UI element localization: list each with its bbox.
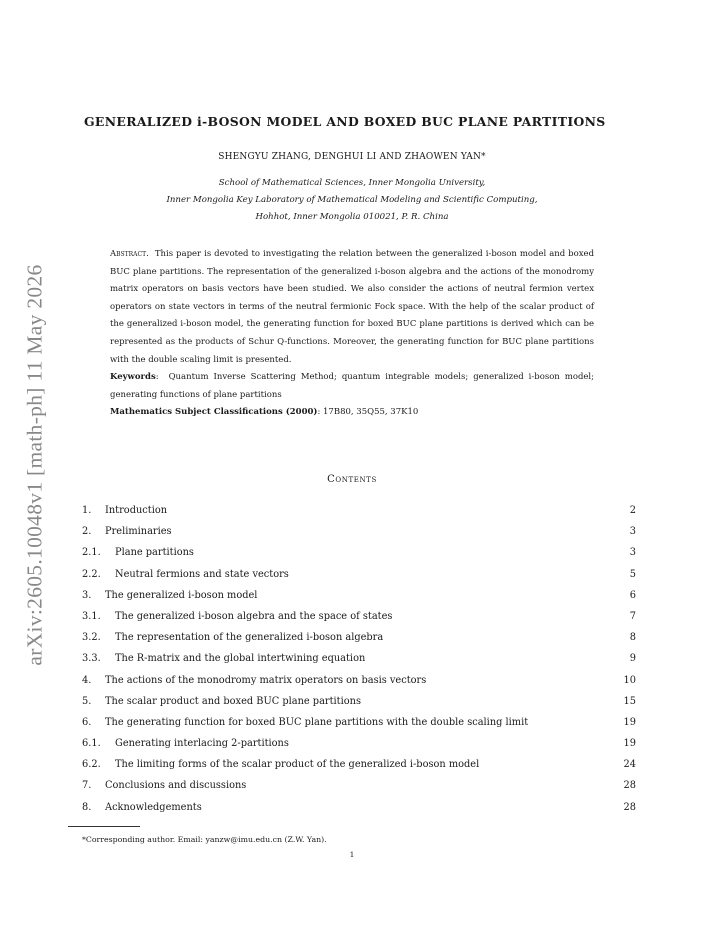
toc-section-number: 6.2. [82,759,101,771]
toc-page-number: 10 [623,674,636,686]
toc-entry[interactable] [82,564,636,585]
toc-page-number: 2 [629,505,636,516]
keywords-paragraph: Keywords: Quantum Inverse Scattering Method; quantum integrable models; generalized i-boson model; generating functions of plane partitions [110,372,594,400]
toc-section-number: 6. [82,716,92,728]
toc-section-number: 3.2. [82,632,101,644]
msc-paragraph: Mathematics Subject Classifications (2000): 17B80, 35Q55, 37K10 [110,407,419,418]
abstract-paragraph [110,246,594,369]
msc-label: Mathematics Subject Classifications (2000) [110,407,318,418]
affiliation-line-3: Hohhot, Inner Mongolia 010021, P. R. China [255,212,449,222]
toc-page-number: 7 [629,610,636,622]
toc-page-number: 28 [623,780,636,792]
toc-section-number: 2.1. [82,547,101,559]
toc-section-title[interactable]: Preliminaries [105,526,172,538]
toc-entry[interactable] [82,585,636,606]
toc-section-number: 3.1. [82,610,101,622]
toc-section-title[interactable]: The actions of the monodromy matrix operators on basis vectors [105,674,427,686]
toc-entry[interactable] [82,542,636,563]
toc-page-number: 19 [623,716,636,728]
toc-page-number: 9 [629,653,636,665]
toc-entry[interactable] [82,691,636,712]
toc-section-number: 2.2. [82,568,101,580]
abstract-label: Abstract. [110,249,149,259]
toc-section-title[interactable]: Generating interlacing 2-partitions [115,738,289,750]
toc-section-number: 4. [82,674,92,686]
arxiv-identifier-stamp: arXiv:2605.10048v1 [math-ph] 11 May 2026 [22,264,47,666]
toc-entry[interactable] [82,648,636,669]
toc-section-title[interactable]: Plane partitions [115,547,194,559]
toc-section-number: 2. [82,526,92,538]
toc-section-title[interactable]: Acknowledgements [105,801,202,813]
paper-title: GENERALIZED i-BOSON MODEL AND BOXED BUC PLANE PARTITIONS [84,114,606,129]
toc-section-title[interactable]: The R-matrix and the global intertwining equation [115,653,366,665]
toc-page-number: 3 [629,526,636,538]
contents-heading: Contents [327,474,377,485]
toc-section-title[interactable]: Introduction [105,505,168,516]
toc-section-number: 3. [82,589,92,601]
toc-entry[interactable] [82,712,636,733]
toc-entry[interactable] [82,500,636,521]
keywords-text: Quantum Inverse Scattering Method; quantum integrable models; generalized i-boson model; generating functions of plane partitions [110,372,594,400]
toc-entry[interactable] [82,606,636,627]
toc-section-number: 6.1. [82,738,101,750]
toc-page-number: 28 [623,801,636,813]
corresponding-author-footnote: *Corresponding author. Email: yanzw@imu.edu.cn (Z.W. Yan). [82,835,327,844]
toc-entry[interactable] [82,670,636,691]
msc-codes: 17B80, 35Q55, 37K10 [323,407,419,418]
toc-page-number: 5 [629,568,636,580]
keywords-label: Keywords [110,372,156,383]
toc-section-number: 8. [82,801,92,813]
page-number: 1 [349,850,355,859]
toc-section-title[interactable]: The generating function for boxed BUC plane partitions with the double scaling limit [105,716,529,728]
toc-entry[interactable] [82,521,636,542]
toc-section-title[interactable]: Conclusions and discussions [105,780,247,792]
footnote-rule [68,826,140,827]
toc-section-number: 7. [82,780,92,792]
toc-entry[interactable] [82,754,636,775]
abstract-block [110,246,594,422]
toc-entry[interactable] [82,627,636,648]
toc-section-number: 1. [82,505,92,516]
toc-section-title[interactable]: The generalized i-boson algebra and the space of states [115,610,393,622]
toc-entry[interactable] [82,733,636,754]
toc-section-number: 3.3. [82,653,101,665]
toc-entry[interactable] [82,797,636,818]
toc-page-number: 19 [623,738,636,750]
toc-page-number: 15 [623,695,636,707]
toc-section-number: 5. [82,695,92,707]
author-list: SHENGYU ZHANG, DENGHUI LI AND ZHAOWEN YAN* [218,152,486,162]
toc-page-number: 8 [629,632,636,644]
toc-page-number: 6 [629,589,636,601]
toc-section-title[interactable]: The scalar product and boxed BUC plane partitions [105,695,361,707]
toc-entry[interactable] [82,775,636,796]
toc-section-title[interactable]: The limiting forms of the scalar product of the generalized i-boson model [115,759,480,771]
toc-page-number: 24 [623,759,636,771]
toc-section-title[interactable]: Neutral fermions and state vectors [115,568,289,580]
affiliation-line-1: School of Mathematical Sciences, Inner Mongolia University, [218,178,486,188]
abstract-text: This paper is devoted to investigating the relation between the generalized i-boson model and boxed BUC plane partitions. The representation of the generalized i-boson algebra and the actions of the monodromy matrix operators on basis vectors have been studied. We also consider the actions of neutral fermion vertex operators on state vectors in terms of the neutral fermionic Fock space. With the help of the scalar product of the generalized i-boson model, the generating function for boxed BUC plane partitions is derived which can be represented as the products of Schur Q-functions. Moreover, the generating function for BUC plane partitions with the double scaling limit is presented. [110,249,595,365]
toc-section-title[interactable]: The representation of the generalized i-boson algebra [115,632,384,644]
table-of-contents [82,500,636,818]
toc-section-title[interactable]: The generalized i-boson model [105,589,258,601]
toc-page-number: 3 [629,547,636,559]
affiliation-line-2: Inner Mongolia Key Laboratory of Mathematical Modeling and Scientific Computing, [166,195,538,205]
